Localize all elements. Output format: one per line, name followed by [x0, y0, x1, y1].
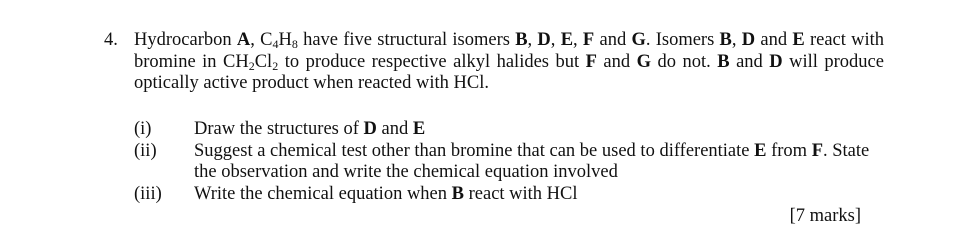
part-text-continued: the observation and write the chemical equation involved [194, 162, 618, 182]
question-line-1 [104, 30, 894, 52]
part-i [134, 119, 894, 141]
question-line-2 [104, 52, 894, 74]
question-parts [134, 119, 894, 205]
part-label: (ii) [134, 140, 157, 161]
part-label: (i) [134, 119, 152, 139]
question-stem-line-1: Hydrocarbon A, $C_4H_8$ have five structural isomers B, D, E, F and G. Isomers B, D and E react with [134, 30, 885, 51]
question-stem-line-3: optically active product when reacted with HCl. [134, 73, 489, 93]
question-stem-line-2: bromine in $CH_2Cl_2$ to produce respective alkyl halides but F and G do not. B and D will produce [134, 51, 884, 73]
question-line-3 [104, 73, 894, 95]
question-number: 4. [104, 30, 118, 50]
part-label: (iii) [134, 183, 162, 204]
part-ii [134, 141, 894, 184]
marks-allocation: [7 marks] [789, 206, 861, 226]
part-text: Write the chemical equation when B react with HCl [194, 183, 578, 204]
question-4 [104, 30, 894, 95]
part-text: Suggest a chemical test other than bromine that can be used to differentiate E from F. State [194, 140, 870, 161]
part-text: Draw the structures of D and E [194, 119, 426, 139]
part-iii [134, 184, 894, 206]
